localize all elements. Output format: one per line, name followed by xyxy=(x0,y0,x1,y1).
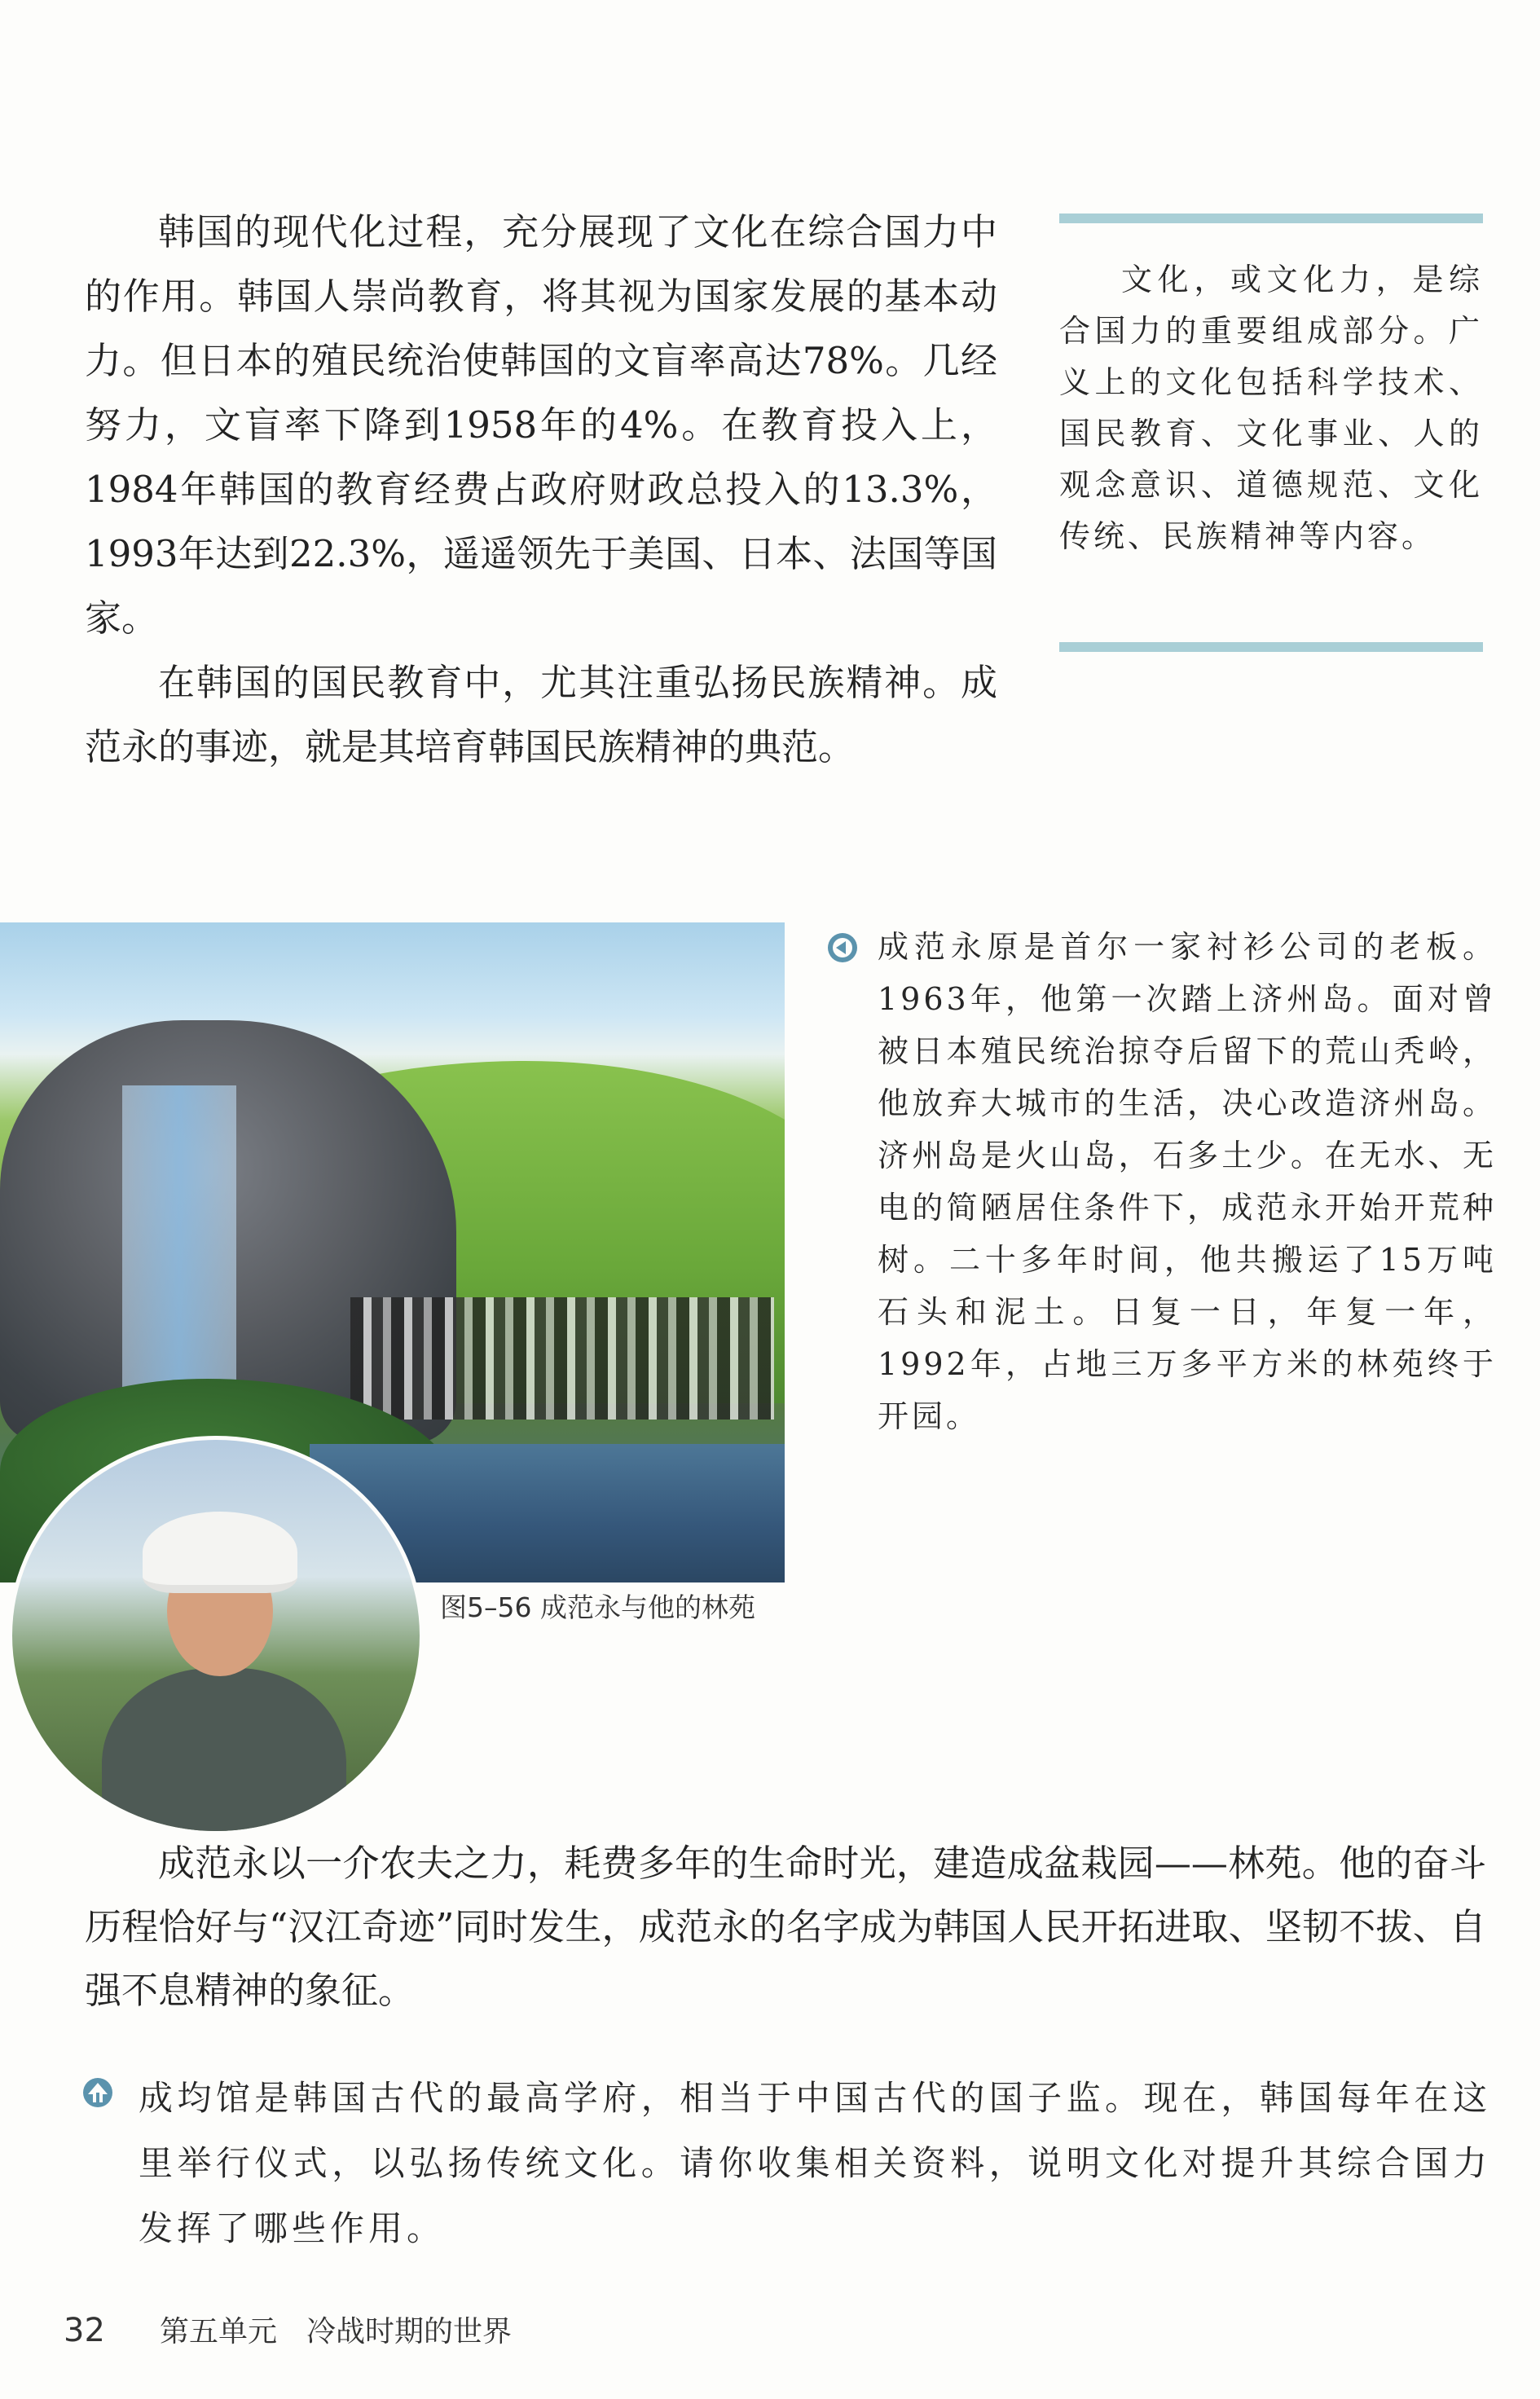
photo-visitors xyxy=(350,1297,774,1420)
footer-unit xyxy=(160,2313,541,2352)
activity-text: 成均馆是韩国古代的最高学府，相当于中国古代的国子监。现在，韩国每年在这里举行仪式，以弘扬传统文化。请你收集相关资料，说明文化对提升其综合国力发挥了哪些作用。 xyxy=(139,2078,1491,2248)
sidebar-text: 文化，或文化力，是综合国力的重要组成部分。广义上的文化包括科学技术、国民教育、文化事业、人的观念意识、道德规范、文化传统、民族精神等内容。 xyxy=(1059,262,1483,554)
main-body xyxy=(85,200,997,779)
figure-caption: 图5–56 成范永与他的林苑 xyxy=(440,1591,755,1623)
lower-paragraph: 成范永以一介农夫之力，耗费多年的生命时光，建造成盆栽园——林苑。他的奋斗历程恰好与“汉江奇迹”同时发生，成范永的名字成为韩国人民开拓进取、坚韧不拔、自强不息精神的象征。 xyxy=(85,1842,1486,2012)
annotation-text: 成范永原是首尔一家衬衫公司的老板。1963年，他第一次踏上济州岛。面对曾被日本殖民统治掠夺后留下的荒山秃岭，他放弃大城市的生活，决心改造济州岛。济州岛是火山岛，石多土少。在无水、无电的简陋居住条件下，成范永开始开荒种树。二十多年时间，他共搬运了15万吨石头和泥土。日复一日，年复一年，1992年，占地三万多平方米的林苑终于开园。 xyxy=(878,929,1497,1434)
portrait-body xyxy=(102,1668,346,1835)
up-arrow-circle-icon xyxy=(81,2076,114,2109)
main-paragraph-2: 在韩国的国民教育中，尤其注重弘扬民族精神。成范永的事迹，就是其培育韩国民族精神的典范。 xyxy=(85,661,997,768)
main-paragraph-1: 韩国的现代化过程，充分展现了文化在综合国力中的作用。韩国人崇尚教育，将其视为国家发展的基本动力。但日本的殖民统治使韩国的文盲率高达78%。几经努力，文盲率下降到1958年的4%。在教育投入上，1984年韩国的教育经费占政府财政总投入的13.3%，1993年达到22.3%，遥遥领先于美国、日本、法国等国家。 xyxy=(85,210,997,640)
page-number: 32 xyxy=(64,2312,105,2349)
sidebar-top-rule xyxy=(1059,213,1483,223)
photo-waterfall xyxy=(122,1085,236,1395)
portrait-photo xyxy=(8,1436,424,1835)
left-arrow-circle-icon xyxy=(826,931,859,964)
footer-unit-title: 冷战时期的世界 xyxy=(306,2315,513,2348)
footer-unit-label: 第五单元 xyxy=(160,2315,278,2348)
sidebar-bottom-rule xyxy=(1059,642,1483,652)
portrait-hat xyxy=(143,1512,297,1593)
sidebar-box xyxy=(1059,213,1483,652)
